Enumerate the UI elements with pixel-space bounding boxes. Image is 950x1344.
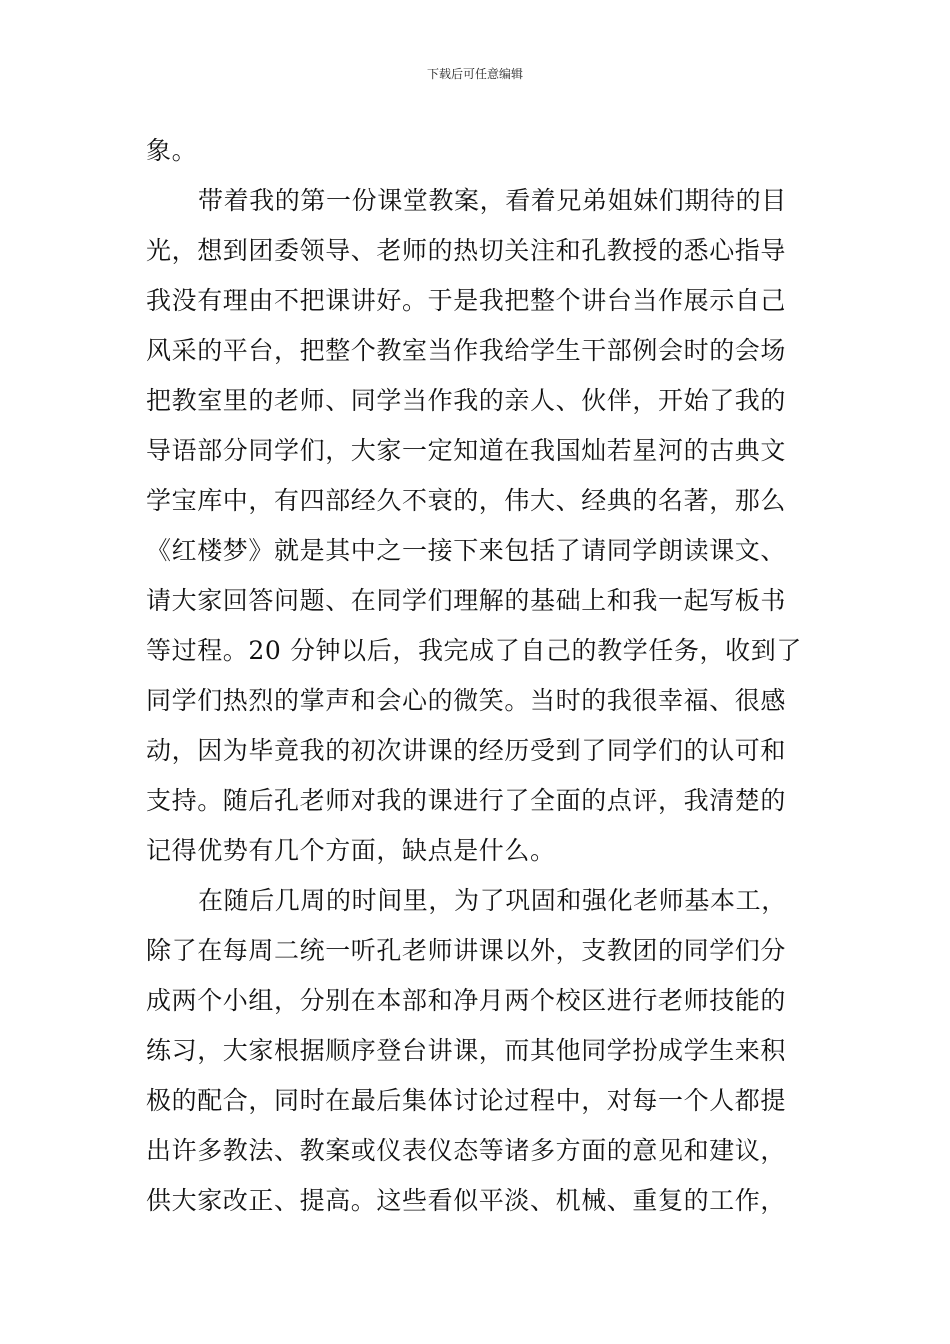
text-line: 光，想到团委领导、老师的热切关注和孔教授的悉心指导 [146, 236, 787, 265]
text-line: 带着我的第一份课堂教案，看着兄弟姐妹们期待的目 [198, 186, 787, 215]
text-line: 极的配合，同时在最后集体讨论过程中，对每一个人都提 [146, 1086, 787, 1115]
text-line: 象。 [146, 136, 198, 165]
paragraph [146, 876, 816, 1226]
text-line: 同学们热烈的掌声和会心的微笑。当时的我很幸福、很感 [146, 686, 787, 715]
page-header: 下载后可任意编辑 [426, 67, 523, 81]
text-line: 记得优势有几个方面，缺点是什么。 [146, 836, 556, 865]
text-line: 供大家改正、提高。这些看似平淡、机械、重复的工作， [146, 1186, 787, 1215]
document-body [146, 126, 816, 1226]
text-line: 学宝库中，有四部经久不衰的，伟大、经典的名著，那么 [146, 486, 787, 515]
text-line: 导语部分同学们，大家一定知道在我国灿若星河的古典文 [146, 436, 787, 465]
text-line: 练习，大家根据顺序登台讲课，而其他同学扮成学生来积 [146, 1036, 787, 1065]
paragraph [146, 176, 816, 876]
text-line: 风采的平台，把整个教室当作我给学生干部例会时的会场 [146, 336, 787, 365]
text-line: 除了在每周二统一听孔老师讲课以外，支教团的同学们分 [146, 936, 787, 965]
text-line: 等过程。20 分钟以后，我完成了自己的教学任务，收到了 [146, 636, 802, 665]
paragraph [146, 126, 816, 176]
text-line: 支持。随后孔老师对我的课进行了全面的点评，我清楚的 [146, 786, 787, 815]
text-line: 请大家回答问题、在同学们理解的基础上和我一起写板书 [146, 586, 787, 615]
text-line: 我没有理由不把课讲好。于是我把整个讲台当作展示自己 [146, 286, 787, 315]
text-line: 在随后几周的时间里，为了巩固和强化老师基本工， [198, 886, 787, 915]
text-line: 成两个小组，分别在本部和净月两个校区进行老师技能的 [146, 986, 787, 1015]
text-line: 出许多教法、教案或仪表仪态等诸多方面的意见和建议， [146, 1136, 787, 1165]
text-line: 《红楼梦》就是其中之一接下来包括了请同学朗读课文、 [146, 536, 787, 565]
text-line: 动，因为毕竟我的初次讲课的经历受到了同学们的认可和 [146, 736, 787, 765]
text-line: 把教室里的老师、同学当作我的亲人、伙伴，开始了我的 [146, 386, 787, 415]
